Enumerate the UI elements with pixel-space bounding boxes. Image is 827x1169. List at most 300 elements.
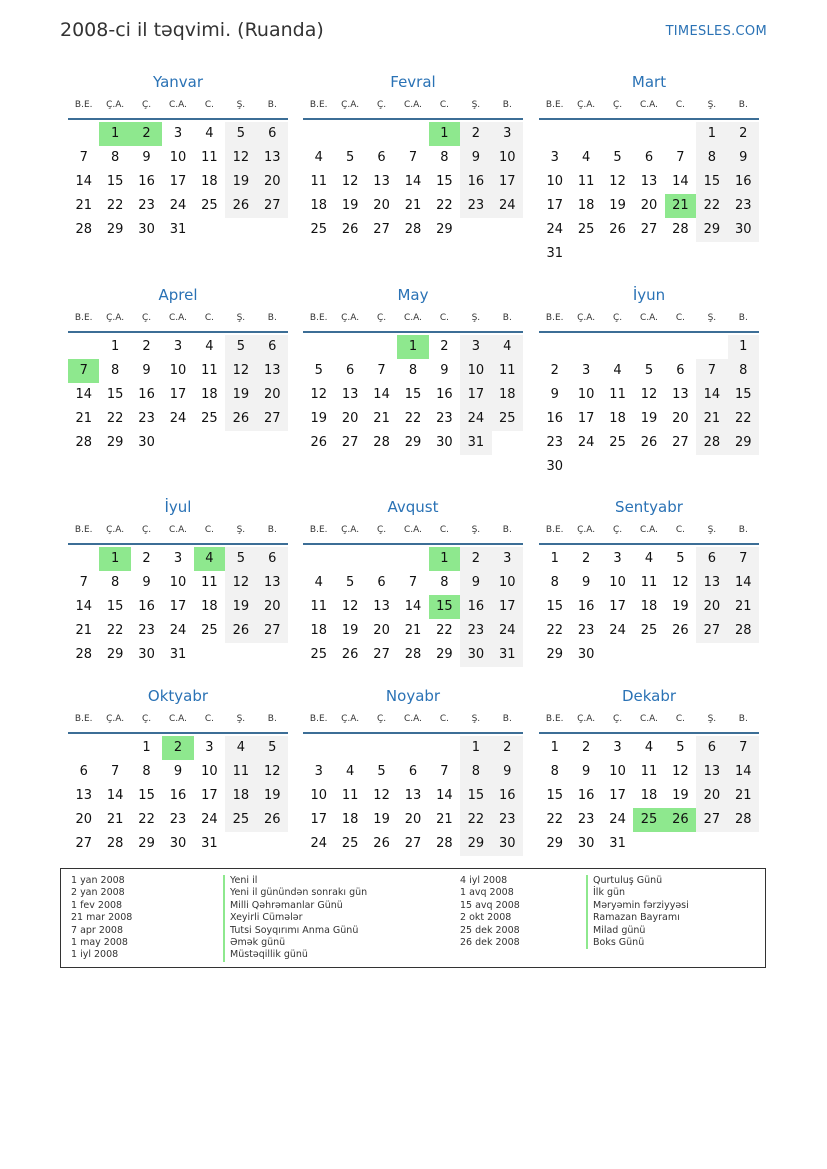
day-cell[interactable]: 7 — [377, 363, 386, 378]
day-cell[interactable]: 26 — [310, 435, 327, 450]
day-cell[interactable]: 6 — [408, 764, 418, 779]
day-cell[interactable]: 18 — [225, 784, 256, 808]
day-cell[interactable]: 22 — [436, 623, 453, 638]
day-cell[interactable]: 9 — [728, 146, 759, 170]
day-cell[interactable]: 25 — [577, 222, 595, 237]
day-cell[interactable]: 26 — [225, 619, 256, 643]
day-cell[interactable]: 11 — [640, 764, 658, 779]
day-cell[interactable]: 27 — [373, 222, 390, 237]
day-cell[interactable]: 20 — [373, 198, 390, 213]
day-cell[interactable]: 4 — [225, 736, 256, 760]
day-cell[interactable]: 24 — [169, 411, 187, 426]
day-cell[interactable]: 30 — [138, 435, 155, 450]
day-cell[interactable]: 1 — [550, 740, 559, 755]
day-cell[interactable]: 19 — [310, 411, 327, 426]
day-cell[interactable]: 29 — [546, 836, 563, 851]
day-cell[interactable]: 16 — [169, 788, 187, 803]
day-cell[interactable]: 31 — [201, 836, 218, 851]
day-cell[interactable]: 27 — [640, 222, 658, 237]
day-cell[interactable]: 21 — [75, 198, 92, 213]
day-cell[interactable]: 25 — [310, 647, 327, 662]
day-cell[interactable]: 30 — [436, 435, 453, 450]
day-cell[interactable]: 1 — [142, 740, 151, 755]
day-cell[interactable]: 2 — [728, 122, 759, 146]
day-cell[interactable]: 1 — [429, 547, 460, 571]
day-cell[interactable]: 5 — [377, 764, 386, 779]
day-cell[interactable]: 13 — [404, 788, 422, 803]
day-cell[interactable]: 1 — [696, 122, 727, 146]
day-cell[interactable]: 20 — [672, 411, 689, 426]
day-cell[interactable]: 14 — [373, 387, 390, 402]
day-cell[interactable]: 8 — [110, 150, 120, 165]
day-cell[interactable]: 3 — [492, 122, 523, 146]
day-cell[interactable]: 5 — [225, 335, 256, 359]
day-cell[interactable]: 13 — [672, 387, 689, 402]
day-cell[interactable]: 25 — [492, 407, 523, 431]
day-cell[interactable]: 31 — [460, 431, 491, 455]
day-cell[interactable]: 15 — [429, 595, 460, 619]
day-cell[interactable]: 26 — [609, 222, 626, 237]
day-cell[interactable]: 15 — [436, 174, 453, 189]
day-cell[interactable]: 18 — [310, 198, 327, 213]
day-cell[interactable]: 2 — [581, 740, 591, 755]
day-cell[interactable]: 30 — [492, 832, 523, 856]
day-cell[interactable]: 28 — [728, 619, 759, 643]
day-cell[interactable]: 26 — [373, 836, 390, 851]
day-cell[interactable]: 1 — [429, 122, 460, 146]
day-cell[interactable]: 12 — [640, 387, 658, 402]
day-cell[interactable]: 14 — [75, 387, 92, 402]
day-cell[interactable]: 11 — [640, 575, 658, 590]
day-cell[interactable]: 19 — [640, 411, 658, 426]
day-cell[interactable]: 20 — [257, 595, 288, 619]
day-cell[interactable]: 17 — [609, 599, 626, 614]
day-cell[interactable]: 25 — [201, 198, 218, 213]
day-cell[interactable]: 27 — [257, 407, 288, 431]
day-cell[interactable]: 24 — [492, 619, 523, 643]
day-cell[interactable]: 25 — [201, 623, 218, 638]
day-cell[interactable]: 31 — [169, 222, 187, 237]
day-cell[interactable]: 1 — [99, 547, 130, 571]
day-cell[interactable]: 18 — [310, 623, 327, 638]
day-cell[interactable]: 21 — [75, 623, 92, 638]
day-cell[interactable]: 3 — [550, 150, 559, 165]
day-cell[interactable]: 19 — [341, 198, 359, 213]
day-cell[interactable]: 4 — [314, 150, 323, 165]
day-cell[interactable]: 19 — [672, 788, 689, 803]
day-cell[interactable]: 15 — [106, 174, 124, 189]
day-cell[interactable]: 9 — [173, 764, 183, 779]
day-cell[interactable]: 8 — [408, 363, 418, 378]
day-cell[interactable]: 29 — [436, 647, 453, 662]
day-cell[interactable]: 23 — [460, 619, 491, 643]
day-cell[interactable]: 12 — [609, 174, 626, 189]
day-cell[interactable]: 12 — [672, 764, 689, 779]
day-cell[interactable]: 3 — [613, 740, 622, 755]
day-cell[interactable]: 24 — [546, 222, 563, 237]
day-cell[interactable]: 30 — [577, 647, 595, 662]
day-cell[interactable]: 10 — [492, 146, 523, 170]
day-cell[interactable]: 1 — [550, 551, 559, 566]
day-cell[interactable]: 8 — [110, 575, 120, 590]
day-cell[interactable]: 19 — [225, 595, 256, 619]
day-cell[interactable]: 12 — [672, 575, 689, 590]
day-cell[interactable]: 11 — [577, 174, 595, 189]
day-cell[interactable]: 21 — [728, 595, 759, 619]
day-cell[interactable]: 10 — [460, 359, 491, 383]
day-cell[interactable]: 29 — [106, 435, 124, 450]
day-cell[interactable]: 12 — [341, 599, 359, 614]
day-cell[interactable]: 5 — [314, 363, 323, 378]
day-cell[interactable]: 9 — [142, 363, 151, 378]
day-cell[interactable]: 16 — [577, 599, 595, 614]
day-cell[interactable]: 21 — [373, 411, 390, 426]
day-cell[interactable]: 16 — [460, 170, 491, 194]
day-cell[interactable]: 19 — [257, 784, 288, 808]
day-cell[interactable]: 7 — [728, 736, 759, 760]
day-cell[interactable]: 17 — [169, 387, 187, 402]
day-cell[interactable]: 22 — [696, 194, 727, 218]
day-cell[interactable]: 20 — [341, 411, 359, 426]
day-cell[interactable]: 5 — [644, 363, 654, 378]
day-cell[interactable]: 30 — [728, 218, 759, 242]
day-cell[interactable]: 29 — [546, 647, 563, 662]
day-cell[interactable]: 10 — [546, 174, 563, 189]
day-cell[interactable]: 8 — [460, 760, 491, 784]
day-cell[interactable]: 13 — [373, 174, 390, 189]
day-cell[interactable]: 25 — [640, 623, 658, 638]
day-cell[interactable]: 4 — [581, 150, 591, 165]
day-cell[interactable]: 4 — [644, 740, 654, 755]
day-cell[interactable]: 6 — [696, 547, 727, 571]
day-cell[interactable]: 24 — [609, 812, 626, 827]
day-cell[interactable]: 16 — [138, 174, 155, 189]
day-cell[interactable]: 29 — [106, 647, 124, 662]
day-cell[interactable]: 28 — [75, 222, 92, 237]
day-cell[interactable]: 22 — [436, 198, 453, 213]
day-cell[interactable]: 24 — [492, 194, 523, 218]
day-cell[interactable]: 30 — [460, 643, 491, 667]
day-cell[interactable]: 18 — [201, 599, 218, 614]
day-cell[interactable]: 2 — [550, 363, 559, 378]
day-cell[interactable]: 4 — [205, 339, 214, 354]
day-cell[interactable]: 26 — [225, 407, 256, 431]
day-cell[interactable]: 25 — [225, 808, 256, 832]
day-cell[interactable]: 28 — [106, 836, 124, 851]
day-cell[interactable]: 27 — [404, 836, 422, 851]
day-cell[interactable]: 31 — [609, 836, 626, 851]
day-cell[interactable]: 4 — [314, 575, 323, 590]
day-cell[interactable]: 2 — [492, 736, 523, 760]
day-cell[interactable]: 19 — [225, 170, 256, 194]
day-cell[interactable]: 27 — [696, 619, 727, 643]
day-cell[interactable]: 16 — [492, 784, 523, 808]
day-cell[interactable]: 5 — [225, 547, 256, 571]
day-cell[interactable]: 11 — [341, 788, 359, 803]
day-cell[interactable]: 26 — [665, 808, 696, 832]
day-cell[interactable]: 14 — [672, 174, 689, 189]
day-cell[interactable]: 2 — [460, 122, 491, 146]
day-cell[interactable]: 7 — [440, 764, 449, 779]
day-cell[interactable]: 15 — [106, 387, 124, 402]
day-cell[interactable]: 15 — [404, 387, 422, 402]
day-cell[interactable]: 3 — [314, 764, 323, 779]
day-cell[interactable]: 16 — [460, 595, 491, 619]
day-cell[interactable]: 23 — [728, 194, 759, 218]
day-cell[interactable]: 8 — [550, 575, 559, 590]
day-cell[interactable]: 4 — [492, 335, 523, 359]
day-cell[interactable]: 28 — [404, 222, 422, 237]
day-cell[interactable]: 10 — [169, 150, 187, 165]
day-cell[interactable]: 9 — [460, 146, 491, 170]
day-cell[interactable]: 11 — [201, 363, 218, 378]
day-cell[interactable]: 6 — [644, 150, 654, 165]
day-cell[interactable]: 8 — [440, 150, 449, 165]
day-cell[interactable]: 12 — [225, 571, 256, 595]
day-cell[interactable]: 8 — [550, 764, 559, 779]
day-cell[interactable]: 5 — [345, 150, 355, 165]
day-cell[interactable]: 23 — [460, 194, 491, 218]
day-cell[interactable]: 7 — [68, 359, 99, 383]
day-cell[interactable]: 13 — [257, 359, 288, 383]
day-cell[interactable]: 29 — [138, 836, 155, 851]
day-cell[interactable]: 6 — [257, 547, 288, 571]
day-cell[interactable]: 25 — [310, 222, 327, 237]
day-cell[interactable]: 13 — [696, 760, 727, 784]
day-cell[interactable]: 31 — [169, 647, 187, 662]
day-cell[interactable]: 4 — [644, 551, 654, 566]
day-cell[interactable]: 27 — [257, 619, 288, 643]
day-cell[interactable]: 10 — [609, 764, 626, 779]
day-cell[interactable]: 23 — [577, 623, 595, 638]
day-cell[interactable]: 19 — [373, 812, 390, 827]
day-cell[interactable]: 5 — [613, 150, 622, 165]
day-cell[interactable]: 28 — [728, 808, 759, 832]
day-cell[interactable]: 18 — [201, 174, 218, 189]
day-cell[interactable]: 6 — [257, 335, 288, 359]
day-cell[interactable]: 18 — [640, 599, 658, 614]
day-cell[interactable]: 9 — [142, 150, 151, 165]
day-cell[interactable]: 9 — [142, 575, 151, 590]
day-cell[interactable]: 24 — [460, 407, 491, 431]
day-cell[interactable]: 11 — [310, 174, 327, 189]
day-cell[interactable]: 21 — [404, 623, 422, 638]
day-cell[interactable]: 14 — [106, 788, 124, 803]
day-cell[interactable]: 6 — [676, 363, 685, 378]
day-cell[interactable]: 4 — [205, 126, 214, 141]
day-cell[interactable]: 16 — [577, 788, 595, 803]
day-cell[interactable]: 7 — [728, 547, 759, 571]
day-cell[interactable]: 1 — [397, 335, 428, 359]
day-cell[interactable]: 18 — [201, 387, 218, 402]
day-cell[interactable]: 12 — [257, 760, 288, 784]
day-cell[interactable]: 27 — [696, 808, 727, 832]
day-cell[interactable]: 17 — [492, 595, 523, 619]
day-cell[interactable]: 11 — [225, 760, 256, 784]
day-cell[interactable]: 22 — [728, 407, 759, 431]
day-cell[interactable]: 16 — [546, 411, 563, 426]
day-cell[interactable]: 9 — [581, 575, 591, 590]
day-cell[interactable]: 22 — [404, 411, 422, 426]
day-cell[interactable]: 15 — [138, 788, 155, 803]
day-cell[interactable]: 6 — [345, 363, 355, 378]
day-cell[interactable]: 2 — [460, 547, 491, 571]
day-cell[interactable]: 3 — [613, 551, 622, 566]
day-cell[interactable]: 27 — [341, 435, 359, 450]
day-cell[interactable]: 2 — [131, 122, 162, 146]
day-cell[interactable]: 23 — [492, 808, 523, 832]
day-cell[interactable]: 24 — [577, 435, 595, 450]
day-cell[interactable]: 20 — [640, 198, 658, 213]
day-cell[interactable]: 13 — [696, 571, 727, 595]
day-cell[interactable]: 4 — [613, 363, 622, 378]
day-cell[interactable]: 26 — [640, 435, 658, 450]
day-cell[interactable]: 23 — [138, 623, 155, 638]
day-cell[interactable]: 31 — [492, 643, 523, 667]
day-cell[interactable]: 29 — [696, 218, 727, 242]
day-cell[interactable]: 12 — [373, 788, 390, 803]
day-cell[interactable]: 26 — [341, 647, 359, 662]
day-cell[interactable]: 6 — [377, 150, 386, 165]
day-cell[interactable]: 17 — [460, 383, 491, 407]
day-cell[interactable]: 19 — [672, 599, 689, 614]
day-cell[interactable]: 14 — [728, 571, 759, 595]
day-cell[interactable]: 5 — [676, 551, 685, 566]
day-cell[interactable]: 21 — [75, 411, 92, 426]
day-cell[interactable]: 12 — [310, 387, 327, 402]
day-cell[interactable]: 26 — [257, 808, 288, 832]
day-cell[interactable]: 26 — [672, 623, 689, 638]
day-cell[interactable]: 9 — [550, 387, 559, 402]
day-cell[interactable]: 24 — [169, 623, 187, 638]
day-cell[interactable]: 22 — [138, 812, 155, 827]
day-cell[interactable]: 5 — [676, 740, 685, 755]
day-cell[interactable]: 16 — [138, 387, 155, 402]
day-cell[interactable]: 1 — [99, 122, 130, 146]
day-cell[interactable]: 23 — [436, 411, 453, 426]
day-cell[interactable]: 22 — [460, 808, 491, 832]
day-cell[interactable]: 17 — [609, 788, 626, 803]
day-cell[interactable]: 20 — [257, 170, 288, 194]
day-cell[interactable]: 9 — [440, 363, 449, 378]
day-cell[interactable]: 28 — [75, 435, 92, 450]
day-cell[interactable]: 20 — [257, 383, 288, 407]
day-cell[interactable]: 12 — [341, 174, 359, 189]
day-cell[interactable]: 3 — [460, 335, 491, 359]
day-cell[interactable]: 13 — [257, 146, 288, 170]
day-cell[interactable]: 3 — [581, 363, 591, 378]
day-cell[interactable]: 28 — [672, 222, 689, 237]
day-cell[interactable]: 20 — [404, 812, 422, 827]
day-cell[interactable]: 23 — [138, 198, 155, 213]
day-cell[interactable]: 10 — [201, 764, 218, 779]
day-cell[interactable]: 8 — [110, 363, 120, 378]
day-cell[interactable]: 17 — [169, 599, 187, 614]
day-cell[interactable]: 16 — [436, 387, 453, 402]
day-cell[interactable]: 19 — [609, 198, 626, 213]
day-cell[interactable]: 3 — [173, 126, 183, 141]
day-cell[interactable]: 30 — [138, 647, 155, 662]
day-cell[interactable]: 29 — [728, 431, 759, 455]
day-cell[interactable]: 13 — [640, 174, 658, 189]
day-cell[interactable]: 10 — [609, 575, 626, 590]
day-cell[interactable]: 17 — [310, 812, 327, 827]
day-cell[interactable]: 2 — [162, 736, 193, 760]
day-cell[interactable]: 13 — [75, 788, 92, 803]
day-cell[interactable]: 1 — [110, 339, 120, 354]
day-cell[interactable]: 27 — [257, 194, 288, 218]
day-cell[interactable]: 3 — [173, 551, 183, 566]
day-cell[interactable]: 28 — [436, 836, 453, 851]
day-cell[interactable]: 10 — [577, 387, 595, 402]
day-cell[interactable]: 16 — [138, 599, 155, 614]
day-cell[interactable]: 17 — [492, 170, 523, 194]
day-cell[interactable]: 9 — [460, 571, 491, 595]
day-cell[interactable]: 5 — [257, 736, 288, 760]
day-cell[interactable]: 20 — [373, 623, 390, 638]
day-cell[interactable]: 25 — [341, 836, 359, 851]
day-cell[interactable]: 15 — [460, 784, 491, 808]
day-cell[interactable]: 28 — [404, 647, 422, 662]
day-cell[interactable]: 7 — [110, 764, 120, 779]
day-cell[interactable]: 28 — [75, 647, 92, 662]
day-cell[interactable]: 7 — [79, 150, 88, 165]
day-cell[interactable]: 20 — [696, 595, 727, 619]
day-cell[interactable]: 23 — [577, 812, 595, 827]
day-cell[interactable]: 5 — [225, 122, 256, 146]
day-cell[interactable]: 2 — [142, 339, 151, 354]
day-cell[interactable]: 17 — [201, 788, 218, 803]
day-cell[interactable]: 17 — [546, 198, 563, 213]
day-cell[interactable]: 29 — [106, 222, 124, 237]
day-cell[interactable]: 21 — [728, 784, 759, 808]
day-cell[interactable]: 21 — [404, 198, 422, 213]
day-cell[interactable]: 30 — [546, 459, 563, 474]
day-cell[interactable]: 18 — [609, 411, 626, 426]
day-cell[interactable]: 10 — [310, 788, 327, 803]
day-cell[interactable]: 6 — [257, 122, 288, 146]
day-cell[interactable]: 3 — [492, 547, 523, 571]
day-cell[interactable]: 11 — [201, 575, 218, 590]
site-logo[interactable]: TIMESLES.COM — [665, 24, 767, 39]
day-cell[interactable]: 30 — [169, 836, 187, 851]
day-cell[interactable]: 14 — [404, 599, 422, 614]
day-cell[interactable]: 11 — [201, 150, 218, 165]
day-cell[interactable]: 29 — [436, 222, 453, 237]
day-cell[interactable]: 21 — [436, 812, 453, 827]
day-cell[interactable]: 7 — [408, 575, 418, 590]
day-cell[interactable]: 10 — [492, 571, 523, 595]
day-cell[interactable]: 25 — [633, 808, 664, 832]
day-cell[interactable]: 23 — [546, 435, 563, 450]
day-cell[interactable]: 1 — [728, 335, 759, 359]
day-cell[interactable]: 18 — [492, 383, 523, 407]
day-cell[interactable]: 9 — [492, 760, 523, 784]
day-cell[interactable]: 17 — [577, 411, 595, 426]
day-cell[interactable]: 22 — [106, 198, 124, 213]
day-cell[interactable]: 18 — [577, 198, 595, 213]
day-cell[interactable]: 28 — [696, 431, 727, 455]
day-cell[interactable]: 14 — [728, 760, 759, 784]
day-cell[interactable]: 11 — [609, 387, 626, 402]
day-cell[interactable]: 26 — [341, 222, 359, 237]
day-cell[interactable]: 21 — [106, 812, 124, 827]
day-cell[interactable]: 21 — [696, 407, 727, 431]
day-cell[interactable]: 8 — [696, 146, 727, 170]
day-cell[interactable]: 3 — [205, 740, 214, 755]
day-cell[interactable]: 18 — [341, 812, 359, 827]
day-cell[interactable]: 2 — [581, 551, 591, 566]
